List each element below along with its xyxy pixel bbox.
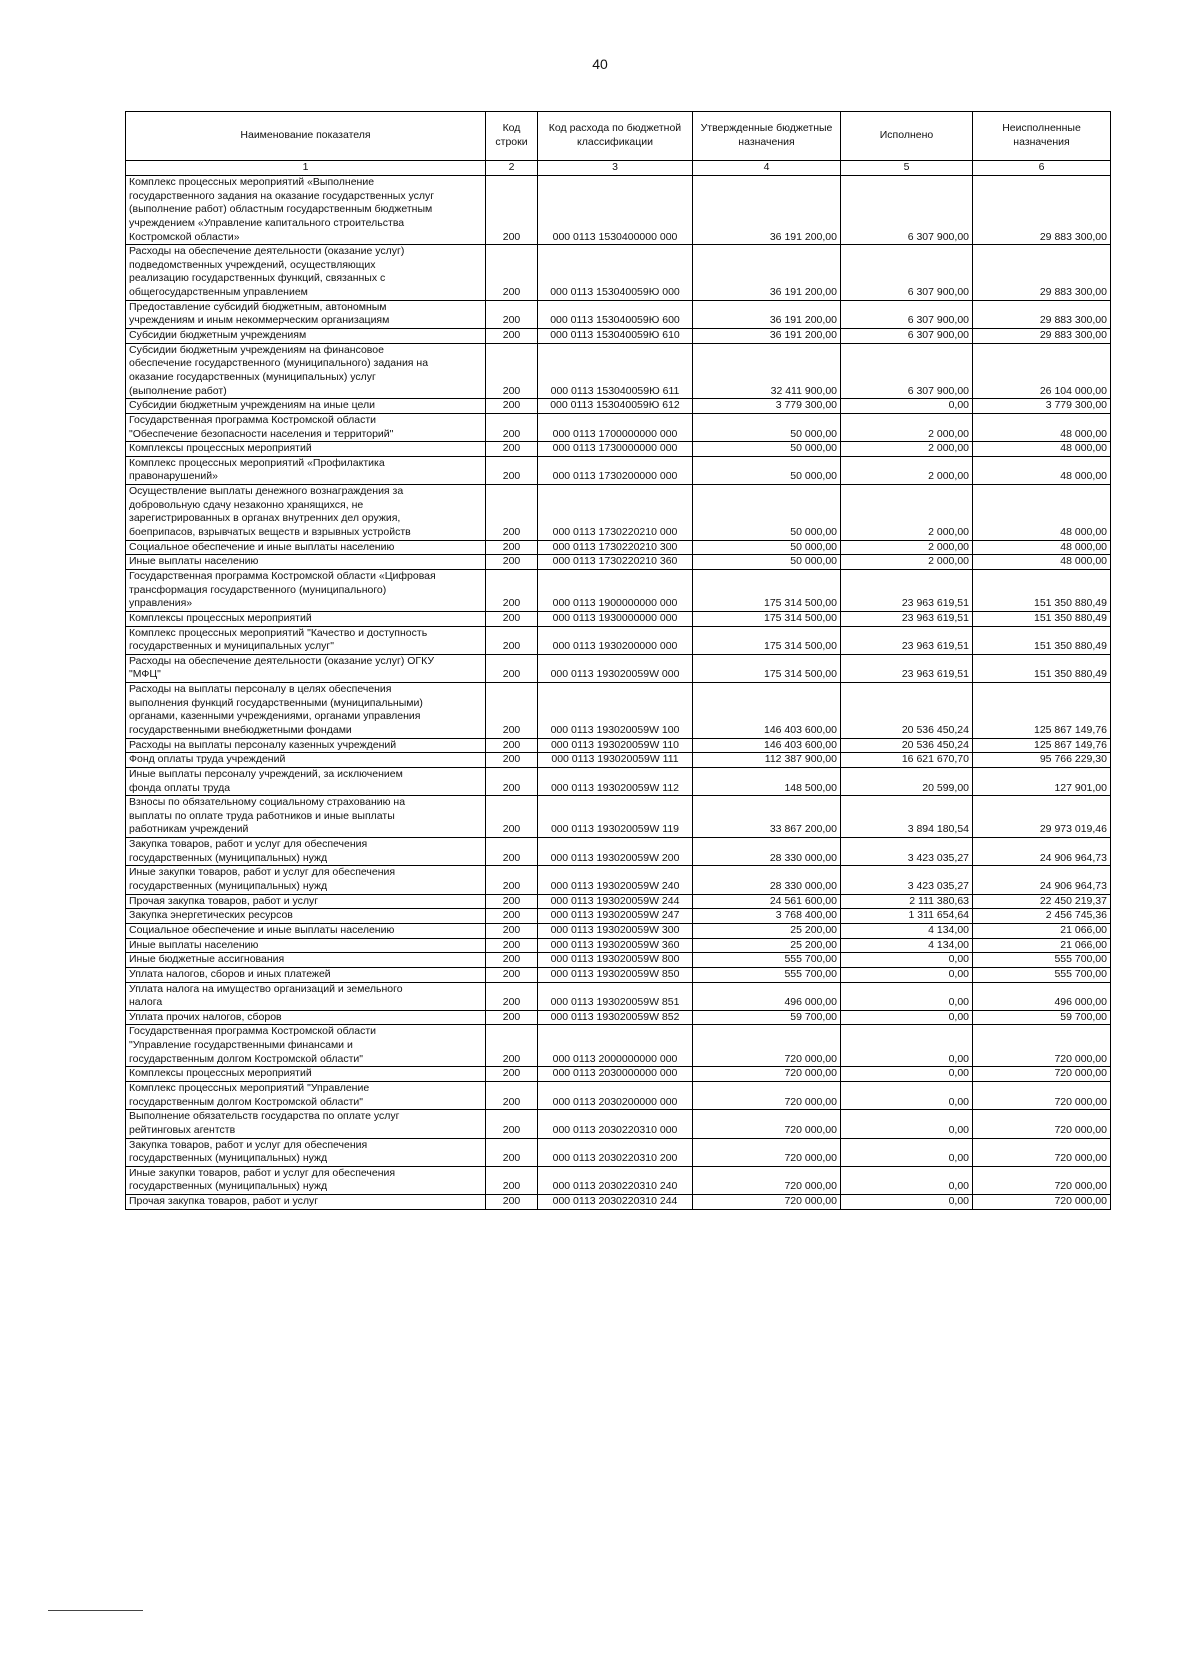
table-row <box>126 753 1111 768</box>
row-executed-cell: 2 000,00 <box>841 456 973 484</box>
row-executed-cell: 0,00 <box>841 967 973 982</box>
row-unexecuted-cell: 48 000,00 <box>973 456 1111 484</box>
row-approved-cell: 32 411 900,00 <box>693 343 841 399</box>
table-row <box>126 329 1111 344</box>
row-name-cell: Комплекс процессных мероприятий "Качество и доступность государственных и муниципальных услуг" <box>126 626 486 654</box>
row-line-code-cell: 200 <box>486 753 538 768</box>
row-name-cell: Выполнение обязательств государства по оплате услуг рейтинговых агентств <box>126 1110 486 1138</box>
row-approved-cell: 555 700,00 <box>693 953 841 968</box>
row-line-code-cell: 200 <box>486 540 538 555</box>
row-executed-cell: 23 963 619,51 <box>841 611 973 626</box>
row-name-cell: Расходы на выплаты персоналу в целях обеспечения выполнения функций государственными (муниципальными) органами, казенными учреждениями, органами управления государственными внебюджетными фондами <box>126 683 486 739</box>
column-number: 6 <box>973 161 1111 176</box>
row-name-cell: Иные выплаты персоналу учреждений, за исключением фонда оплаты труда <box>126 767 486 795</box>
row-approved-cell: 146 403 600,00 <box>693 738 841 753</box>
row-classification-code-cell: 000 0113 193020059W 000 <box>538 654 693 682</box>
row-name-cell: Иные закупки товаров, работ и услуг для обеспечения государственных (муниципальных) нужд <box>126 1166 486 1194</box>
row-name-cell: Комплекс процессных мероприятий "Управление государственным долгом Костромской области" <box>126 1082 486 1110</box>
row-executed-cell: 1 311 654,64 <box>841 909 973 924</box>
row-unexecuted-cell: 720 000,00 <box>973 1067 1111 1082</box>
row-unexecuted-cell: 29 973 019,46 <box>973 796 1111 838</box>
row-unexecuted-cell: 125 867 149,76 <box>973 683 1111 739</box>
row-unexecuted-cell: 24 906 964,73 <box>973 838 1111 866</box>
table-row <box>126 1166 1111 1194</box>
row-name-cell: Предоставление субсидий бюджетным, автономным учреждениям и иным некоммерческим организациям <box>126 300 486 328</box>
row-executed-cell: 0,00 <box>841 1195 973 1210</box>
row-executed-cell: 0,00 <box>841 1010 973 1025</box>
row-name-cell: Комплекс процессных мероприятий «Профилактика правонарушений» <box>126 456 486 484</box>
row-unexecuted-cell: 48 000,00 <box>973 540 1111 555</box>
row-classification-code-cell: 000 0113 193020059W 200 <box>538 838 693 866</box>
row-name-cell: Уплата налога на имущество организаций и земельного налога <box>126 982 486 1010</box>
row-unexecuted-cell: 555 700,00 <box>973 953 1111 968</box>
table-row <box>126 1025 1111 1067</box>
row-classification-code-cell: 000 0113 2030220310 200 <box>538 1138 693 1166</box>
column-header-name: Наименование показателя <box>126 112 486 161</box>
row-unexecuted-cell: 59 700,00 <box>973 1010 1111 1025</box>
row-name-cell: Субсидии бюджетным учреждениям <box>126 329 486 344</box>
column-header-line-code: Код строки <box>486 112 538 161</box>
row-approved-cell: 720 000,00 <box>693 1110 841 1138</box>
table-row <box>126 1110 1111 1138</box>
row-unexecuted-cell: 21 066,00 <box>973 938 1111 953</box>
row-classification-code-cell: 000 0113 2030220310 000 <box>538 1110 693 1138</box>
row-line-code-cell: 200 <box>486 1110 538 1138</box>
row-line-code-cell: 200 <box>486 938 538 953</box>
row-executed-cell: 2 000,00 <box>841 485 973 541</box>
row-executed-cell: 6 307 900,00 <box>841 176 973 245</box>
row-name-cell: Комплексы процессных мероприятий <box>126 1067 486 1082</box>
table-row <box>126 555 1111 570</box>
row-classification-code-cell: 000 0113 193020059W 851 <box>538 982 693 1010</box>
column-header-unexecuted: Неисполненные назначения <box>973 112 1111 161</box>
row-unexecuted-cell: 151 350 880,49 <box>973 626 1111 654</box>
row-name-cell: Закупка товаров, работ и услуг для обеспечения государственных (муниципальных) нужд <box>126 1138 486 1166</box>
row-line-code-cell: 200 <box>486 555 538 570</box>
row-approved-cell: 36 191 200,00 <box>693 176 841 245</box>
row-executed-cell: 4 134,00 <box>841 923 973 938</box>
row-executed-cell: 23 963 619,51 <box>841 569 973 611</box>
page-number: 40 <box>592 56 608 72</box>
row-executed-cell: 16 621 670,70 <box>841 753 973 768</box>
row-executed-cell: 3 423 035,27 <box>841 838 973 866</box>
column-number: 5 <box>841 161 973 176</box>
row-approved-cell: 36 191 200,00 <box>693 329 841 344</box>
row-approved-cell: 33 867 200,00 <box>693 796 841 838</box>
row-executed-cell: 6 307 900,00 <box>841 245 973 301</box>
row-line-code-cell: 200 <box>486 909 538 924</box>
row-approved-cell: 28 330 000,00 <box>693 866 841 894</box>
row-line-code-cell: 200 <box>486 399 538 414</box>
row-unexecuted-cell: 26 104 000,00 <box>973 343 1111 399</box>
row-line-code-cell: 200 <box>486 953 538 968</box>
row-unexecuted-cell: 29 883 300,00 <box>973 245 1111 301</box>
row-unexecuted-cell: 29 883 300,00 <box>973 176 1111 245</box>
row-classification-code-cell: 000 0113 193020059W 112 <box>538 767 693 795</box>
row-line-code-cell: 200 <box>486 866 538 894</box>
table-row <box>126 540 1111 555</box>
row-unexecuted-cell: 29 883 300,00 <box>973 329 1111 344</box>
row-name-cell: Комплекс процессных мероприятий «Выполнение государственного задания на оказание государственных услуг (выполнение работ) областным государственным бюджетным учреждением «Управление капитального строительства Костромской области» <box>126 176 486 245</box>
row-unexecuted-cell: 151 350 880,49 <box>973 611 1111 626</box>
row-classification-code-cell: 000 0113 1930200000 000 <box>538 626 693 654</box>
row-approved-cell: 175 314 500,00 <box>693 611 841 626</box>
row-executed-cell: 0,00 <box>841 982 973 1010</box>
table-row <box>126 738 1111 753</box>
row-name-cell: Расходы на обеспечение деятельности (оказание услуг) подведомственных учреждений, осуществляющих реализацию государственных функций, связанных с общегосударственным управлением <box>126 245 486 301</box>
row-line-code-cell: 200 <box>486 1195 538 1210</box>
table-row <box>126 767 1111 795</box>
row-name-cell: Расходы на обеспечение деятельности (оказание услуг) ОГКУ "МФЦ" <box>126 654 486 682</box>
table-row <box>126 938 1111 953</box>
row-name-cell: Фонд оплаты труда учреждений <box>126 753 486 768</box>
row-classification-code-cell: 000 0113 1730220210 300 <box>538 540 693 555</box>
row-line-code-cell: 200 <box>486 1025 538 1067</box>
row-line-code-cell: 200 <box>486 300 538 328</box>
row-line-code-cell: 200 <box>486 442 538 457</box>
table-row <box>126 1067 1111 1082</box>
table-row <box>126 894 1111 909</box>
row-approved-cell: 720 000,00 <box>693 1082 841 1110</box>
row-line-code-cell: 200 <box>486 1010 538 1025</box>
table-row <box>126 442 1111 457</box>
row-approved-cell: 720 000,00 <box>693 1195 841 1210</box>
table-row <box>126 626 1111 654</box>
table-row <box>126 343 1111 399</box>
row-name-cell: Социальное обеспечение и иные выплаты населению <box>126 540 486 555</box>
row-executed-cell: 6 307 900,00 <box>841 343 973 399</box>
row-approved-cell: 59 700,00 <box>693 1010 841 1025</box>
table-body <box>126 176 1111 1210</box>
row-classification-code-cell: 000 0113 153040059Ю 612 <box>538 399 693 414</box>
table-row <box>126 866 1111 894</box>
row-name-cell: Расходы на выплаты персоналу казенных учреждений <box>126 738 486 753</box>
row-line-code-cell: 200 <box>486 738 538 753</box>
row-executed-cell: 20 536 450,24 <box>841 738 973 753</box>
row-classification-code-cell: 000 0113 153040059Ю 600 <box>538 300 693 328</box>
row-line-code-cell: 200 <box>486 343 538 399</box>
header-row <box>126 112 1111 161</box>
row-executed-cell: 2 000,00 <box>841 413 973 441</box>
row-executed-cell: 3 423 035,27 <box>841 866 973 894</box>
table-row <box>126 399 1111 414</box>
row-classification-code-cell: 000 0113 1730220210 360 <box>538 555 693 570</box>
row-line-code-cell: 200 <box>486 413 538 441</box>
row-classification-code-cell: 000 0113 193020059W 244 <box>538 894 693 909</box>
row-approved-cell: 36 191 200,00 <box>693 245 841 301</box>
row-name-cell: Осуществление выплаты денежного вознаграждения за добровольную сдачу незаконно хранящихся, не зарегистрированных в органах внутренних дел оружия, боеприпасов, взрывчатых веществ и взрывных устройств <box>126 485 486 541</box>
row-approved-cell: 36 191 200,00 <box>693 300 841 328</box>
table-row <box>126 485 1111 541</box>
row-unexecuted-cell: 22 450 219,37 <box>973 894 1111 909</box>
row-executed-cell: 2 111 380,63 <box>841 894 973 909</box>
row-classification-code-cell: 000 0113 1530400000 000 <box>538 176 693 245</box>
row-classification-code-cell: 000 0113 1730220210 000 <box>538 485 693 541</box>
row-classification-code-cell: 000 0113 1730200000 000 <box>538 456 693 484</box>
row-line-code-cell: 200 <box>486 626 538 654</box>
row-classification-code-cell: 000 0113 193020059W 850 <box>538 967 693 982</box>
table-row <box>126 1138 1111 1166</box>
row-classification-code-cell: 000 0113 193020059W 247 <box>538 909 693 924</box>
row-line-code-cell: 200 <box>486 485 538 541</box>
row-classification-code-cell: 000 0113 193020059W 800 <box>538 953 693 968</box>
row-approved-cell: 555 700,00 <box>693 967 841 982</box>
row-unexecuted-cell: 720 000,00 <box>973 1025 1111 1067</box>
row-classification-code-cell: 000 0113 2030000000 000 <box>538 1067 693 1082</box>
row-unexecuted-cell: 29 883 300,00 <box>973 300 1111 328</box>
row-name-cell: Социальное обеспечение и иные выплаты населению <box>126 923 486 938</box>
row-classification-code-cell: 000 0113 1930000000 000 <box>538 611 693 626</box>
footer-rule <box>48 1610 143 1611</box>
row-executed-cell: 0,00 <box>841 1067 973 1082</box>
table-row <box>126 838 1111 866</box>
row-classification-code-cell: 000 0113 2030200000 000 <box>538 1082 693 1110</box>
column-number-row <box>126 161 1111 176</box>
row-approved-cell: 175 314 500,00 <box>693 626 841 654</box>
row-name-cell: Взносы по обязательному социальному страхованию на выплаты по оплате труда работников и иные выплаты работникам учреждений <box>126 796 486 838</box>
row-name-cell: Государственная программа Костромской области "Обеспечение безопасности населения и территорий" <box>126 413 486 441</box>
row-unexecuted-cell: 95 766 229,30 <box>973 753 1111 768</box>
row-unexecuted-cell: 48 000,00 <box>973 442 1111 457</box>
row-classification-code-cell: 000 0113 1730000000 000 <box>538 442 693 457</box>
row-line-code-cell: 200 <box>486 838 538 866</box>
row-approved-cell: 50 000,00 <box>693 540 841 555</box>
table-row <box>126 953 1111 968</box>
row-line-code-cell: 200 <box>486 329 538 344</box>
row-executed-cell: 6 307 900,00 <box>841 329 973 344</box>
row-classification-code-cell: 000 0113 193020059W 852 <box>538 1010 693 1025</box>
row-approved-cell: 112 387 900,00 <box>693 753 841 768</box>
row-line-code-cell: 200 <box>486 456 538 484</box>
row-executed-cell: 0,00 <box>841 1025 973 1067</box>
row-executed-cell: 20 536 450,24 <box>841 683 973 739</box>
row-executed-cell: 0,00 <box>841 399 973 414</box>
row-executed-cell: 6 307 900,00 <box>841 300 973 328</box>
row-name-cell: Иные выплаты населению <box>126 555 486 570</box>
row-line-code-cell: 200 <box>486 894 538 909</box>
column-number: 2 <box>486 161 538 176</box>
row-unexecuted-cell: 720 000,00 <box>973 1166 1111 1194</box>
row-executed-cell: 2 000,00 <box>841 442 973 457</box>
row-name-cell: Прочая закупка товаров, работ и услуг <box>126 1195 486 1210</box>
row-executed-cell: 0,00 <box>841 1082 973 1110</box>
row-executed-cell: 2 000,00 <box>841 540 973 555</box>
row-name-cell: Государственная программа Костромской области «Цифровая трансформация государственного (муниципального) управления» <box>126 569 486 611</box>
row-executed-cell: 4 134,00 <box>841 938 973 953</box>
row-line-code-cell: 200 <box>486 569 538 611</box>
table-row <box>126 176 1111 245</box>
row-approved-cell: 3 779 300,00 <box>693 399 841 414</box>
row-name-cell: Уплата прочих налогов, сборов <box>126 1010 486 1025</box>
table-row <box>126 1082 1111 1110</box>
row-classification-code-cell: 000 0113 193020059W 119 <box>538 796 693 838</box>
row-name-cell: Субсидии бюджетным учреждениям на иные цели <box>126 399 486 414</box>
column-number: 4 <box>693 161 841 176</box>
row-line-code-cell: 200 <box>486 683 538 739</box>
table-row <box>126 456 1111 484</box>
row-classification-code-cell: 000 0113 153040059Ю 611 <box>538 343 693 399</box>
row-executed-cell: 23 963 619,51 <box>841 626 973 654</box>
row-name-cell: Субсидии бюджетным учреждениям на финансовое обеспечение государственного (муниципального) задания на оказание государственных (муниципальных) услуг (выполнение работ) <box>126 343 486 399</box>
table-row <box>126 683 1111 739</box>
row-unexecuted-cell: 720 000,00 <box>973 1138 1111 1166</box>
row-name-cell: Уплата налогов, сборов и иных платежей <box>126 967 486 982</box>
row-executed-cell: 20 599,00 <box>841 767 973 795</box>
table-row <box>126 1010 1111 1025</box>
row-name-cell: Закупка товаров, работ и услуг для обеспечения государственных (муниципальных) нужд <box>126 838 486 866</box>
table-row <box>126 245 1111 301</box>
row-executed-cell: 0,00 <box>841 953 973 968</box>
row-name-cell: Государственная программа Костромской области "Управление государственными финансами и государственным долгом Костромской области" <box>126 1025 486 1067</box>
row-unexecuted-cell: 21 066,00 <box>973 923 1111 938</box>
budget-execution-table <box>125 111 1111 1210</box>
row-unexecuted-cell: 720 000,00 <box>973 1110 1111 1138</box>
row-approved-cell: 28 330 000,00 <box>693 838 841 866</box>
table-row <box>126 569 1111 611</box>
row-approved-cell: 50 000,00 <box>693 485 841 541</box>
row-approved-cell: 50 000,00 <box>693 413 841 441</box>
table-row <box>126 654 1111 682</box>
row-line-code-cell: 200 <box>486 1166 538 1194</box>
row-line-code-cell: 200 <box>486 245 538 301</box>
row-approved-cell: 175 314 500,00 <box>693 654 841 682</box>
row-unexecuted-cell: 555 700,00 <box>973 967 1111 982</box>
row-approved-cell: 148 500,00 <box>693 767 841 795</box>
row-line-code-cell: 200 <box>486 982 538 1010</box>
row-unexecuted-cell: 151 350 880,49 <box>973 654 1111 682</box>
row-executed-cell: 2 000,00 <box>841 555 973 570</box>
row-name-cell: Иные бюджетные ассигнования <box>126 953 486 968</box>
row-unexecuted-cell: 125 867 149,76 <box>973 738 1111 753</box>
row-classification-code-cell: 000 0113 153040059Ю 610 <box>538 329 693 344</box>
column-header-classification-code: Код расхода по бюджетной классификации <box>538 112 693 161</box>
row-name-cell: Комплексы процессных мероприятий <box>126 611 486 626</box>
row-unexecuted-cell: 48 000,00 <box>973 485 1111 541</box>
row-unexecuted-cell: 2 456 745,36 <box>973 909 1111 924</box>
column-header-executed: Исполнено <box>841 112 973 161</box>
row-approved-cell: 720 000,00 <box>693 1138 841 1166</box>
row-approved-cell: 720 000,00 <box>693 1025 841 1067</box>
row-line-code-cell: 200 <box>486 967 538 982</box>
row-line-code-cell: 200 <box>486 1082 538 1110</box>
table-row <box>126 300 1111 328</box>
row-approved-cell: 720 000,00 <box>693 1166 841 1194</box>
row-executed-cell: 0,00 <box>841 1166 973 1194</box>
row-unexecuted-cell: 720 000,00 <box>973 1082 1111 1110</box>
row-line-code-cell: 200 <box>486 796 538 838</box>
row-approved-cell: 50 000,00 <box>693 442 841 457</box>
row-executed-cell: 3 894 180,54 <box>841 796 973 838</box>
row-line-code-cell: 200 <box>486 611 538 626</box>
table-row <box>126 413 1111 441</box>
row-name-cell: Закупка энергетических ресурсов <box>126 909 486 924</box>
row-executed-cell: 0,00 <box>841 1110 973 1138</box>
row-line-code-cell: 200 <box>486 1138 538 1166</box>
column-header-approved: Утвержденные бюджетные назначения <box>693 112 841 161</box>
row-approved-cell: 25 200,00 <box>693 938 841 953</box>
row-approved-cell: 25 200,00 <box>693 923 841 938</box>
row-classification-code-cell: 000 0113 2030220310 244 <box>538 1195 693 1210</box>
table-row <box>126 611 1111 626</box>
row-approved-cell: 146 403 600,00 <box>693 683 841 739</box>
row-executed-cell: 23 963 619,51 <box>841 654 973 682</box>
row-classification-code-cell: 000 0113 153040059Ю 000 <box>538 245 693 301</box>
row-approved-cell: 175 314 500,00 <box>693 569 841 611</box>
row-approved-cell: 3 768 400,00 <box>693 909 841 924</box>
row-approved-cell: 50 000,00 <box>693 456 841 484</box>
table-row <box>126 923 1111 938</box>
row-unexecuted-cell: 24 906 964,73 <box>973 866 1111 894</box>
row-classification-code-cell: 000 0113 193020059W 360 <box>538 938 693 953</box>
row-line-code-cell: 200 <box>486 767 538 795</box>
table-row <box>126 982 1111 1010</box>
row-unexecuted-cell: 151 350 880,49 <box>973 569 1111 611</box>
table-row <box>126 796 1111 838</box>
row-line-code-cell: 200 <box>486 1067 538 1082</box>
row-classification-code-cell: 000 0113 193020059W 300 <box>538 923 693 938</box>
row-approved-cell: 50 000,00 <box>693 555 841 570</box>
row-classification-code-cell: 000 0113 2030220310 240 <box>538 1166 693 1194</box>
row-classification-code-cell: 000 0113 2000000000 000 <box>538 1025 693 1067</box>
row-classification-code-cell: 000 0113 193020059W 240 <box>538 866 693 894</box>
row-line-code-cell: 200 <box>486 176 538 245</box>
column-number: 3 <box>538 161 693 176</box>
column-number: 1 <box>126 161 486 176</box>
row-name-cell: Прочая закупка товаров, работ и услуг <box>126 894 486 909</box>
row-classification-code-cell: 000 0113 193020059W 100 <box>538 683 693 739</box>
row-name-cell: Иные закупки товаров, работ и услуг для обеспечения государственных (муниципальных) нужд <box>126 866 486 894</box>
row-unexecuted-cell: 48 000,00 <box>973 413 1111 441</box>
table-row <box>126 909 1111 924</box>
row-line-code-cell: 200 <box>486 654 538 682</box>
row-classification-code-cell: 000 0113 193020059W 111 <box>538 753 693 768</box>
row-name-cell: Иные выплаты населению <box>126 938 486 953</box>
row-unexecuted-cell: 720 000,00 <box>973 1195 1111 1210</box>
row-unexecuted-cell: 127 901,00 <box>973 767 1111 795</box>
row-name-cell: Комплексы процессных мероприятий <box>126 442 486 457</box>
row-approved-cell: 496 000,00 <box>693 982 841 1010</box>
row-approved-cell: 24 561 600,00 <box>693 894 841 909</box>
row-classification-code-cell: 000 0113 1700000000 000 <box>538 413 693 441</box>
row-classification-code-cell: 000 0113 1900000000 000 <box>538 569 693 611</box>
row-line-code-cell: 200 <box>486 923 538 938</box>
row-unexecuted-cell: 496 000,00 <box>973 982 1111 1010</box>
row-executed-cell: 0,00 <box>841 1138 973 1166</box>
row-approved-cell: 720 000,00 <box>693 1067 841 1082</box>
row-unexecuted-cell: 48 000,00 <box>973 555 1111 570</box>
row-unexecuted-cell: 3 779 300,00 <box>973 399 1111 414</box>
table-row <box>126 967 1111 982</box>
table-row <box>126 1195 1111 1210</box>
row-classification-code-cell: 000 0113 193020059W 110 <box>538 738 693 753</box>
